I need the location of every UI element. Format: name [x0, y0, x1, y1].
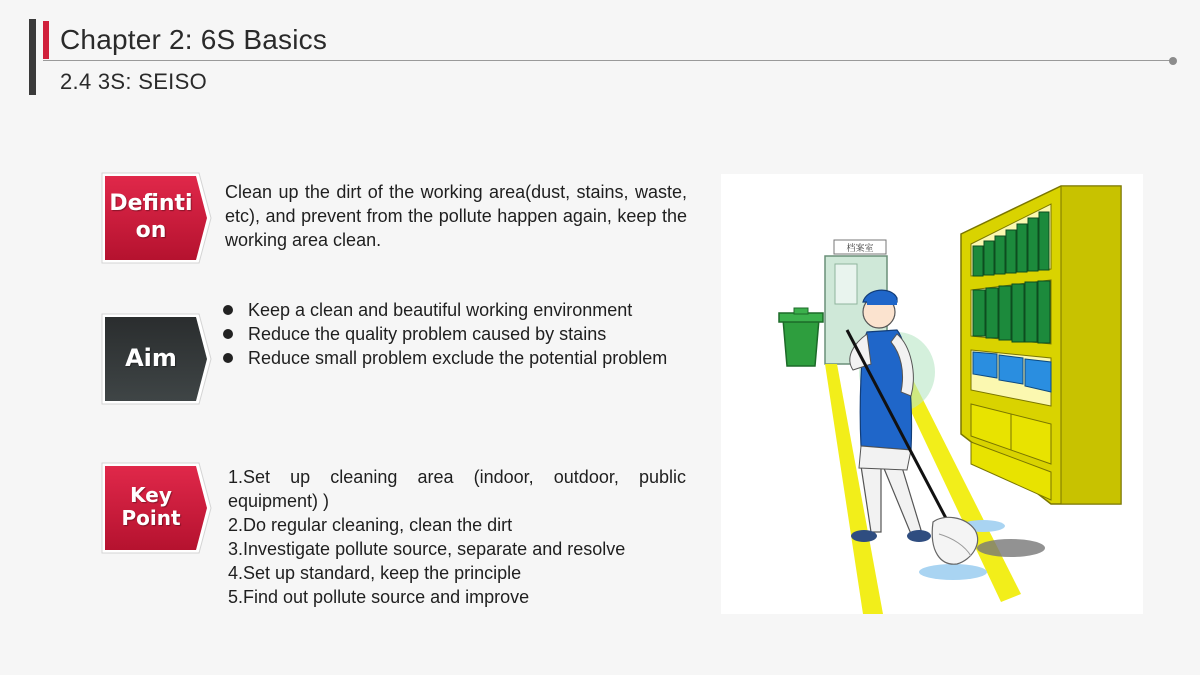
- title-accent-bar-dark: [29, 19, 36, 95]
- definition-label: [101, 172, 211, 262]
- key-point-item: 1.Set up cleaning area (indoor, outdoor, public equipment) ): [228, 467, 686, 511]
- definition-label-text: [101, 172, 201, 262]
- key-point-item: 4.Set up standard, keep the principle: [228, 563, 522, 583]
- key-point-item: 3.Investigate pollute source, separate and resolve: [228, 539, 626, 559]
- cleaning-illustration: [721, 174, 1143, 614]
- definition-label-line1: Definti: [109, 190, 193, 216]
- aim-list-item: Reduce small problem exclude the potential problem: [222, 346, 678, 370]
- definition-label-line2: on: [135, 218, 167, 243]
- definition-text: Clean up the dirt of the working area(dust, stains, waste, etc), and prevent from the pollute happen again, keep the working area clean.: [225, 182, 687, 250]
- janitor-mopping-image: [721, 174, 1143, 614]
- page-title: Chapter 2: 6S Basics: [60, 24, 328, 55]
- binders-middle: [973, 281, 1050, 343]
- water-puddle: [919, 564, 987, 580]
- page-subtitle: 2.4 3S: SEISO: [60, 69, 207, 94]
- aim-list-item: Keep a clean and beautiful working environment: [222, 298, 678, 322]
- aim-label: [101, 313, 211, 403]
- key-point-label-text: [101, 462, 201, 552]
- aim-list-item: Reduce the quality problem caused by stains: [222, 322, 678, 346]
- title-divider: [43, 60, 1173, 61]
- door-sign-text: 档案室: [846, 244, 874, 254]
- aim-list: [222, 298, 678, 370]
- key-point-label-line1: Key: [130, 483, 172, 507]
- key-point-item: 5.Find out pollute source and improve: [228, 587, 530, 607]
- dirt-stain: [977, 539, 1045, 557]
- key-point-item: 2.Do regular cleaning, clean the dirt: [228, 515, 513, 535]
- key-point-list: [228, 465, 686, 609]
- title-divider-dot: [1169, 57, 1177, 65]
- trash-bin: [783, 319, 819, 366]
- key-point-label-line2: Point: [121, 506, 181, 530]
- title-accent-bar-red: [43, 21, 49, 59]
- key-point-label: [101, 462, 211, 552]
- aim-label-text: Aim: [125, 344, 177, 372]
